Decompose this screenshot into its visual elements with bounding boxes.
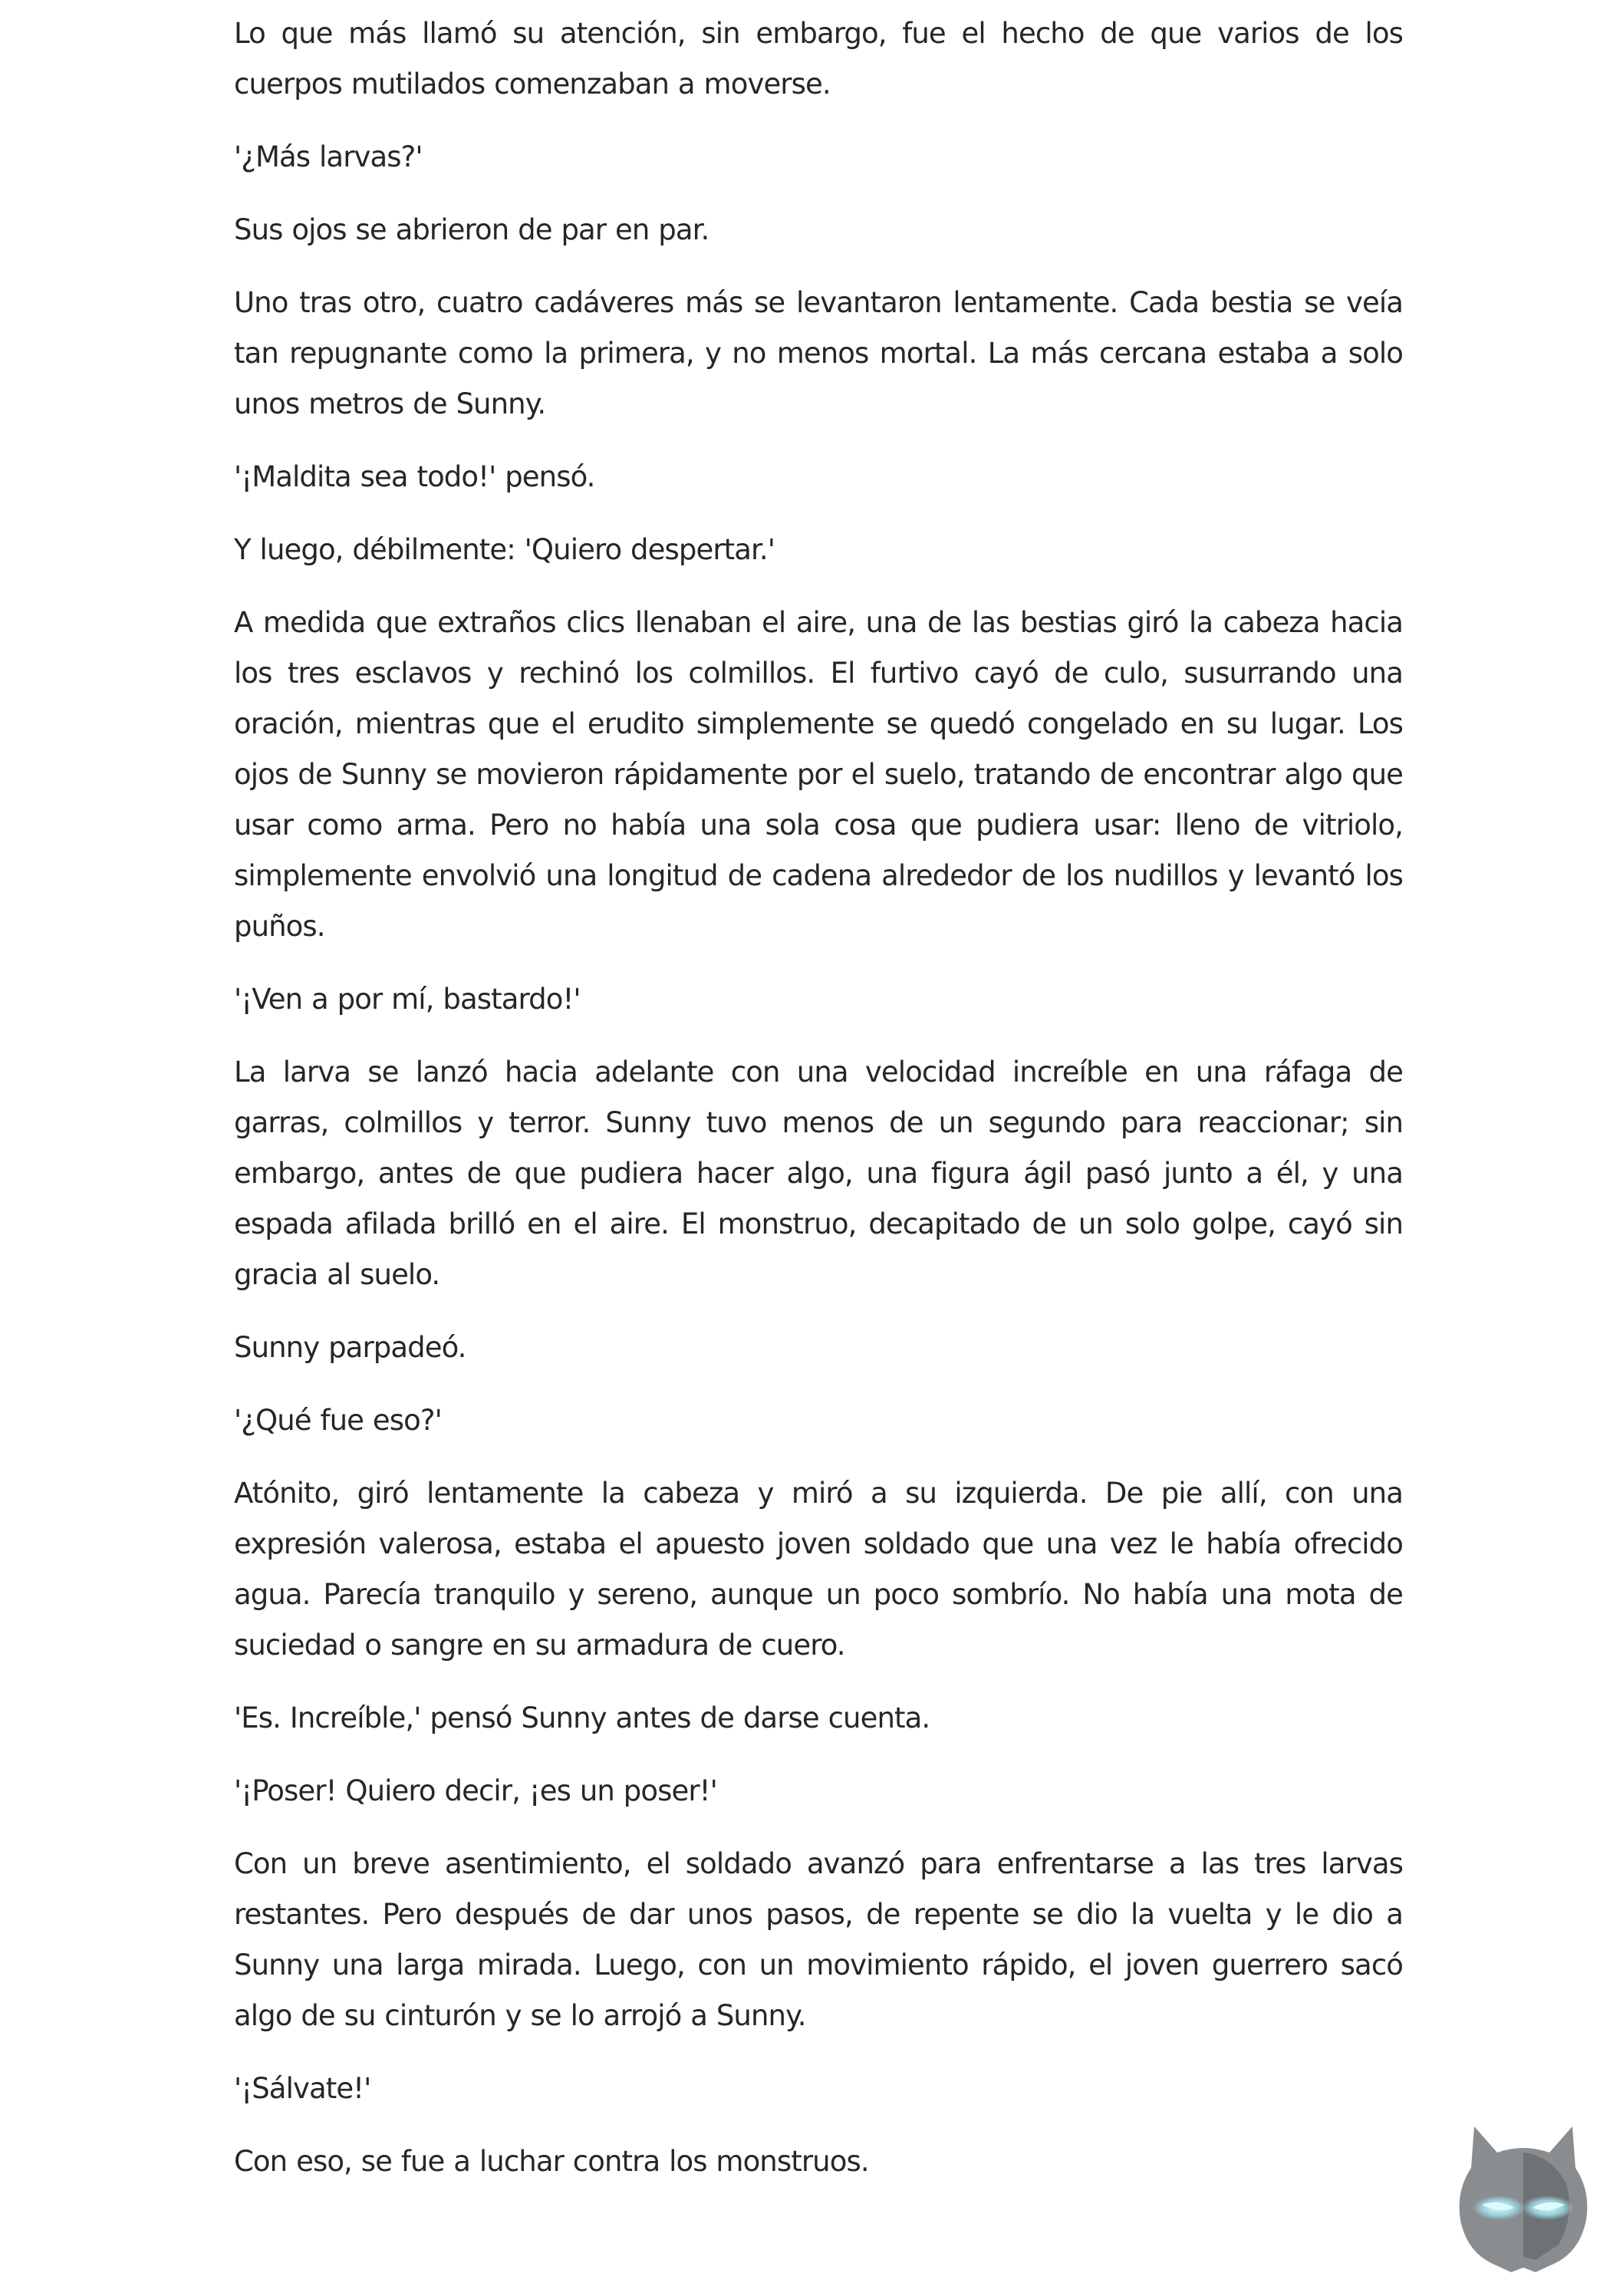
paragraph: Lo que más llamó su atención, sin embargo, fue el hecho de que varios de los cuerpos mutilados comenzaban a moverse.	[234, 17, 1403, 100]
paragraph: Uno tras otro, cuatro cadáveres más se levantaron lentamente. Cada bestia se veía tan repugnante como la primera, y no menos mortal. La más cercana estaba a solo unos metros de Sunny.	[234, 286, 1403, 420]
paragraph: 'Es. Increíble,' pensó Sunny antes de darse cuenta.	[234, 1701, 930, 1734]
paragraph: '¡Maldita sea todo!' pensó.	[234, 460, 595, 493]
paragraph: Y luego, débilmente: 'Quiero despertar.'	[234, 533, 775, 566]
paragraph: '¡Sálvate!'	[234, 2072, 371, 2105]
document-body	[234, 0, 1403, 2209]
paragraph: Con eso, se fue a luchar contra los monstruos.	[234, 2145, 869, 2178]
paragraph: Sunny parpadeó.	[234, 1331, 466, 1364]
paragraph: Atónito, giró lentamente la cabeza y miró a su izquierda. De pie allí, con una expresión valerosa, estaba el apuesto joven soldado que una vez le había ofrecido agua. Parecía tranquilo y sereno, aunque un poco sombrío. No había una mota de suciedad o sangre en su armadura de cuero.	[234, 1477, 1403, 1662]
demon-head-icon	[1444, 2122, 1603, 2274]
paragraph: Con un breve asentimiento, el soldado avanzó para enfrentarse a las tres larvas restantes. Pero después de dar unos pasos, de repente se dio la vuelta y le dio a Sunny una larga mirada. Luego, con un movimiento rápido, el joven guerrero sacó algo de su cinturón y se lo arrojó a Sunny.	[234, 1847, 1403, 2032]
paragraph: A medida que extraños clics llenaban el aire, una de las bestias giró la cabeza hacia los tres esclavos y rechinó los colmillos. El furtivo cayó de culo, susurrando una oración, mientras que el erudito simplemente se quedó congelado en su lugar. Los ojos de Sunny se movieron rápidamente por el suelo, tratando de encontrar algo que usar como arma. Pero no había una sola cosa que pudiera usar: lleno de vitriolo, simplemente envolvió una longitud de cadena alrededor de los nudillos y levantó los puños.	[234, 606, 1403, 943]
paragraph: '¿Más larvas?'	[234, 140, 423, 173]
paragraph: La larva se lanzó hacia adelante con una velocidad increíble en una ráfaga de garras, colmillos y terror. Sunny tuvo menos de un segundo para reaccionar; sin embargo, antes de que pudiera hacer algo, una figura ágil pasó junto a él, y una espada afilada brilló en el aire. El monstruo, decapitado de un solo golpe, cayó sin gracia al suelo.	[234, 1056, 1403, 1291]
paragraph: '¡Ven a por mí, bastardo!'	[234, 983, 581, 1016]
paragraph: '¿Qué fue eso?'	[234, 1404, 442, 1437]
paragraph: '¡Poser! Quiero decir, ¡es un poser!'	[234, 1774, 717, 1807]
paragraph: Sus ojos se abrieron de par en par.	[234, 213, 709, 246]
